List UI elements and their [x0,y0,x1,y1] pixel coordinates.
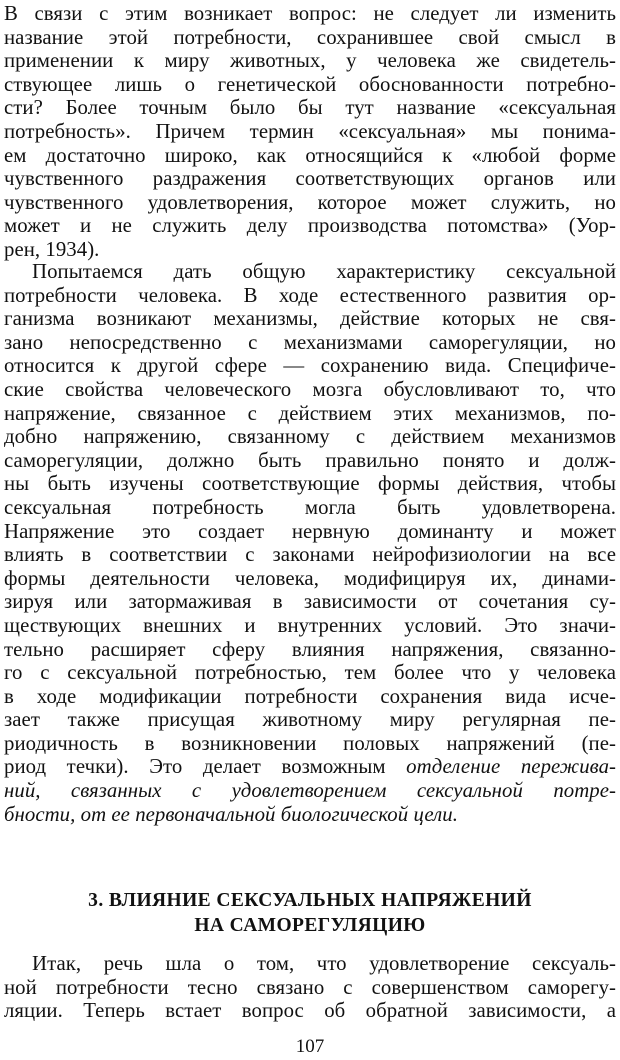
text-line: риодичность в возникновении половых напряжений (пе- [4,731,616,755]
text-line: зируя или затормаживая в зависимости от сочетания су- [4,590,616,614]
text-line-mixed [4,755,616,779]
text-line: может и не служить делу производства потомства» (Уор- [4,214,616,238]
text-line: Итак, речь шла о том, что удовлетворение сексуаль- [32,952,616,975]
text-line: ляции. Теперь встает вопрос об обратной зависимости, а [4,999,616,1023]
text-line: применении к миру животных, у человека же свидетель- [4,49,616,73]
text-line: ществующих внешних и внутренних условий. Это значи- [4,613,616,637]
text-line: го с сексуальной потребностью, тем более что у человека [4,661,616,685]
text-line: сексуальная потребность могла быть удовлетворена. [4,495,616,519]
text-line: чувственного удовлетворения, которое может служить, но [4,190,616,214]
text-line: зает также присущая животному миру регулярная пе- [4,708,616,732]
plain-text: риод течки). Это делает возможным [4,755,407,779]
emphasis-text: отделение пережива- [406,755,616,779]
text-line: ские свойства человеческого мозга обусловливают то, что [4,377,616,401]
section-heading-line-2: НА САМОРЕГУЛЯЦИЮ [194,915,426,937]
paragraph-2 [4,260,616,826]
text-line: ем достаточно широко, как относящийся к «любой форме [4,143,616,167]
text-line: сти? Более точным было бы тут название «сексуальная [4,96,616,120]
text-line: потребность». Причем термин «сексуальная» мы понима- [4,119,616,143]
text-line: зано непосредственно с механизмами саморегуляции, но [4,330,616,354]
text-line: добно напряжению, связанному с действием механизмов [4,425,616,449]
text-line: название этой потребности, сохранившее свой смысл в [4,25,616,49]
text-line: Попытаемся дать общую характеристику сексуальной [32,260,616,283]
page-number: 107 [295,1036,325,1057]
text-line: рен, 1934). [4,237,100,261]
text-line: чувственного раздражения соответствующих органов или [4,167,616,191]
text-line: тельно расширяет сферу влияния напряжения, связанно- [4,637,616,661]
emphasis-line: бности, от ее первоначальной биологической цели. [4,802,458,826]
paragraph-3 [4,952,616,1023]
text-line: напряжение, связанное с действием этих механизмов, по- [4,401,616,425]
text-line: Напряжение это создает нервную доминанту и может [4,519,616,543]
text-line: формы деятельности человека, модифицируя их, динами- [4,566,616,590]
section-heading-line-1: 3. ВЛИЯНИЕ СЕКСУАЛЬНЫХ НАПРЯЖЕНИЙ [88,890,532,912]
section-heading [0,888,620,938]
text-line: влиять в соответствии с законами нейрофизиологии на все [4,543,616,567]
text-line: В связи с этим возникает вопрос: не следует ли изменить [4,2,616,25]
text-line: саморегуляции, должно быть правильно понято и долж- [4,448,616,472]
text-line: потребности человека. В ходе естественного развития ор- [4,283,616,307]
text-line: ганизма возникают механизмы, действие которых не свя- [4,307,616,331]
text-line: ной потребности тесно связано с совершенством саморегу- [4,975,616,999]
text-line: относится к другой сфере — сохранению вида. Специфиче- [4,354,616,378]
text-line: ствующее лишь о генетической обоснованности потребно- [4,72,616,96]
paragraph-1 [4,2,616,262]
text-line: в ходе модификации потребности сохранения вида исче- [4,684,616,708]
emphasis-line: ний, связанных с удовлетворением сексуальной потре- [4,779,616,803]
text-line: ны быть изучены соответствующие формы действия, чтобы [4,472,616,496]
